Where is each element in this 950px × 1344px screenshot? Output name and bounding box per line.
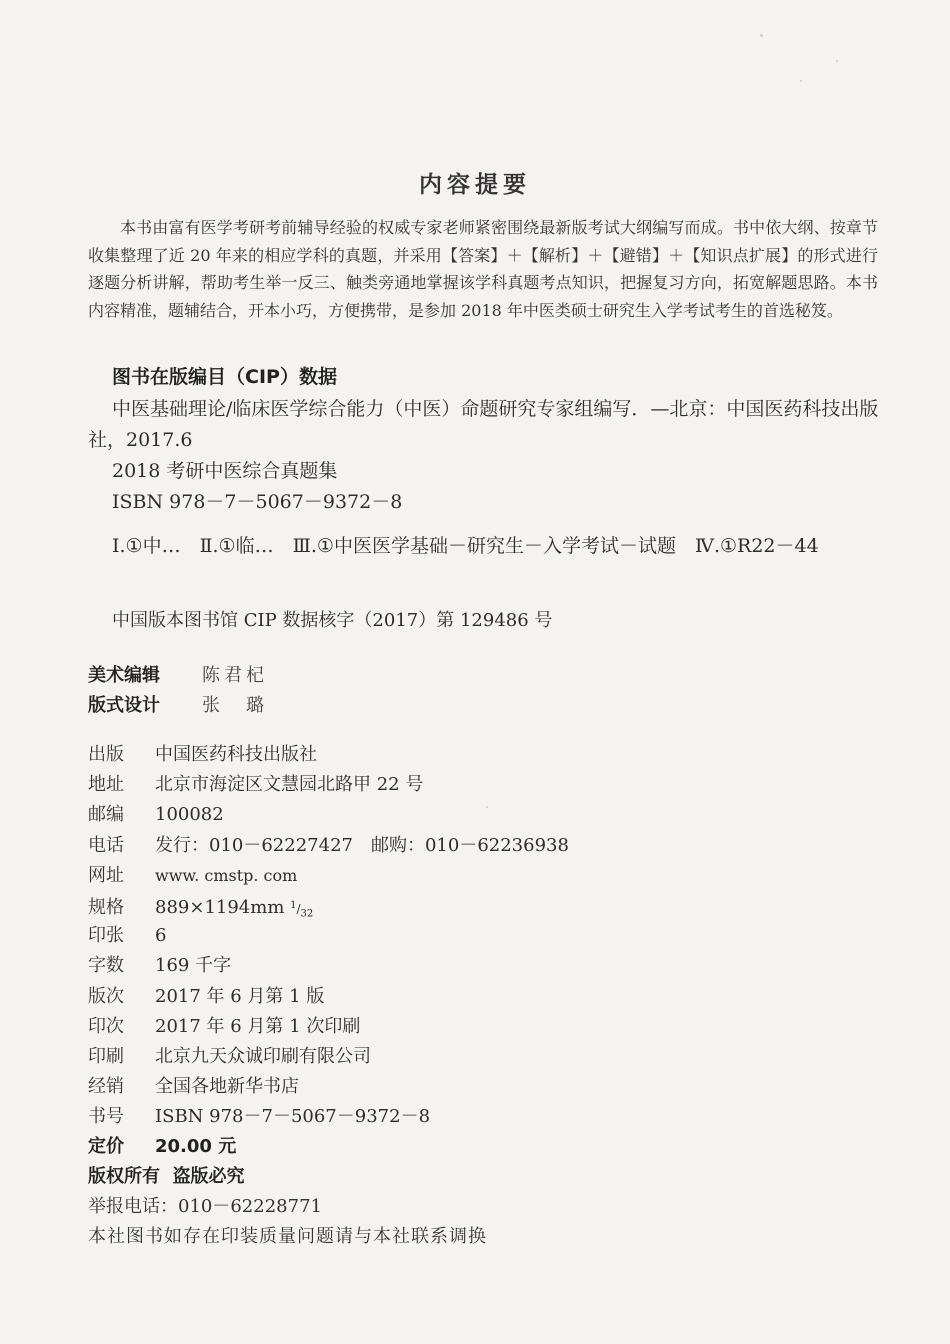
cip-main-entry: 中医基础理论/临床医学综合能力（中医）命题研究专家组编写．—北京：中国医药科技出版社，2017.6: [88, 398, 879, 451]
info-label: 规格: [88, 896, 124, 918]
art-editor-row: [88, 661, 268, 691]
info-value: 发行：010－62227427 邮购：010－62236938: [155, 834, 569, 856]
info-label: 版次: [88, 985, 124, 1007]
format-fraction: $^1/_{32}$: [290, 899, 314, 920]
info-value: 2017 年 6 月第 1 次印刷: [155, 1015, 361, 1037]
info-value: ISBN 978－7－5067－9372－8: [155, 1106, 431, 1128]
info-label: 出版: [88, 744, 124, 765]
info-label: 印刷: [88, 1045, 124, 1067]
cip-classification: Ⅰ.①中… Ⅱ.①临… Ⅲ.①中医医学基础－研究生－入学考试－试题 Ⅳ.①R22－44: [112, 535, 819, 557]
info-value: 6: [155, 925, 167, 947]
info-value: 100082: [155, 804, 224, 826]
info-label: 印张: [88, 925, 124, 947]
report-phone: 举报电话：010－62228771: [88, 1196, 322, 1217]
cip-title: 图书在版编目（CIP）数据: [112, 366, 337, 388]
info-row-phone: [88, 831, 569, 861]
info-row-impression: [88, 1012, 569, 1042]
editor-label: 美术编辑: [88, 665, 160, 686]
info-value: www. cmstp. com: [155, 865, 298, 885]
info-value: 全国各地新华书店: [155, 1076, 299, 1098]
paper-speck: [800, 80, 802, 82]
info-value: 20.00 元: [155, 1136, 237, 1158]
cip-series-title: 2018 考研中医综合真题集: [112, 460, 338, 482]
info-value: 169 千字: [155, 955, 232, 977]
rights-reserved: 版权所有: [88, 1166, 160, 1187]
layout-designer-row: [88, 691, 268, 721]
info-row-sheets: [88, 921, 569, 951]
paper-speck: [486, 806, 488, 808]
info-row-publisher: [88, 740, 569, 770]
cip-number: 中国版本图书馆 CIP 数据核字（2017）第 129486 号: [112, 610, 553, 631]
info-label: 书号: [88, 1106, 124, 1128]
editor-label: 版式设计: [88, 695, 160, 716]
info-value: 北京市海淀区文慧园北路甲 22 号: [155, 774, 424, 796]
info-row-word-count: [88, 951, 569, 981]
summary-heading: 内容提要: [419, 172, 531, 198]
cip-record: [88, 394, 880, 518]
editor-credits: [88, 661, 268, 721]
publication-info: [88, 740, 569, 1163]
footer-block: [88, 1162, 487, 1252]
cip-isbn: ISBN 978－7－5067－9372－8: [112, 491, 403, 513]
info-value: 中国医药科技出版社: [155, 744, 317, 765]
info-label: 电话: [88, 834, 124, 856]
info-row-price: [88, 1132, 569, 1162]
info-row-edition: [88, 982, 569, 1012]
editor-name: 张 璐: [202, 695, 268, 716]
info-label: 经销: [88, 1076, 124, 1098]
quality-notice: 本社图书如存在印装质量问题请与本社联系调换: [88, 1226, 487, 1247]
fraction-denominator: 32: [300, 908, 314, 920]
info-value: 889×1194mm: [155, 896, 285, 918]
paper-speck: [836, 60, 838, 62]
info-label: 印次: [88, 1015, 124, 1037]
piracy-warning: 盗版必究: [172, 1166, 245, 1187]
editor-name: 陈君杞: [202, 665, 268, 686]
fraction-numerator: 1: [290, 899, 297, 911]
paper-speck: [760, 34, 763, 37]
summary-block: [88, 214, 878, 324]
info-row-printer: [88, 1042, 569, 1072]
info-row-address: [88, 770, 569, 800]
info-row-format: [88, 891, 569, 921]
info-row-distributor: [88, 1072, 569, 1102]
info-label: 网址: [88, 864, 124, 886]
summary-text: 本书由富有医学考研考前辅导经验的权威专家老师紧密围绕最新版考试大纲编写而成。书中依大纲、按章节收集整理了近 20 年来的相应学科的真题，并采用【答案】＋【解析】＋【避错】＋【知识点扩展】的形式进行逐题分析讲解，帮助考生举一反三、触类旁通地掌握该学科真题考点知识，把握复习方向，拓宽解题思路。本书内容精准，题辅结合，开本小巧，方便携带，是参加 2018 年中医类硕士研究生入学考试考生的首选秘笈。: [88, 218, 878, 320]
info-row-isbn: [88, 1102, 569, 1132]
info-row-website: [88, 861, 569, 891]
info-label: 定价: [88, 1136, 124, 1158]
info-value: 2017 年 6 月第 1 版: [155, 985, 325, 1007]
info-row-postcode: [88, 800, 569, 830]
copyright-notice: [88, 1162, 487, 1192]
info-label: 邮编: [88, 804, 124, 826]
info-value: 北京九天众诚印刷有限公司: [155, 1045, 371, 1067]
info-label: 地址: [88, 774, 124, 796]
info-label: 字数: [88, 955, 124, 977]
